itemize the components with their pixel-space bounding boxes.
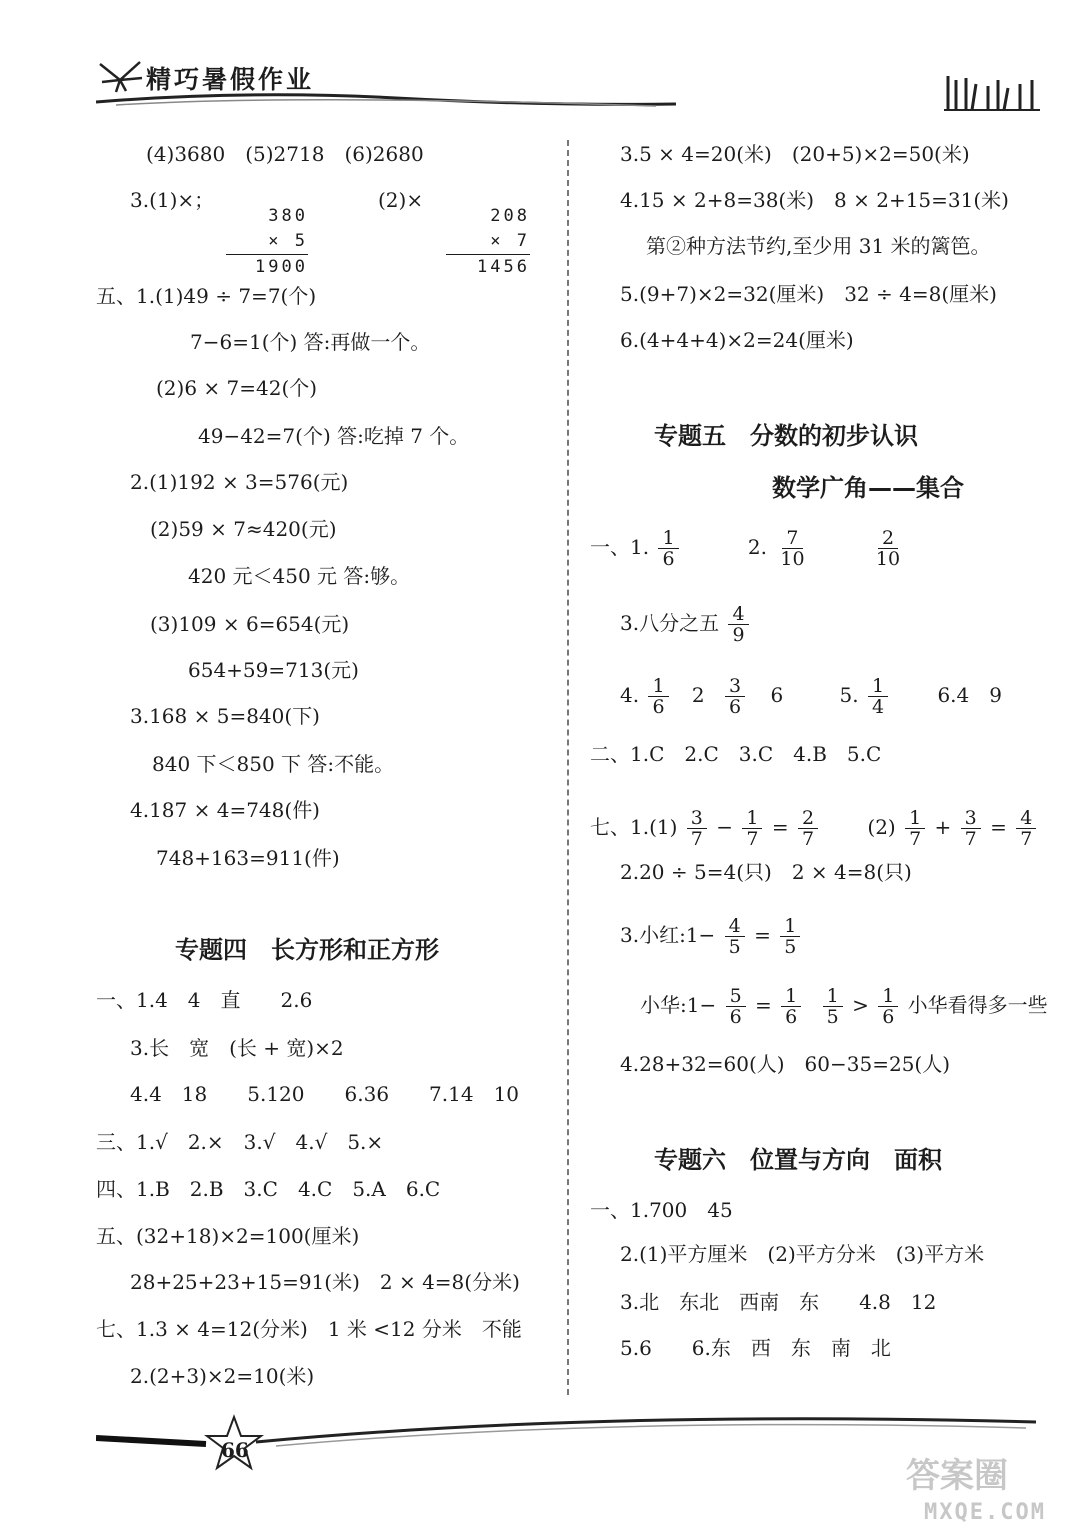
fraction-line-7d xyxy=(640,986,1048,1027)
numerator: 1 xyxy=(742,808,762,829)
right-line-s3: 3.北 东北 西南 东 4.8 12 xyxy=(620,1290,937,1314)
fraction xyxy=(1016,808,1036,849)
numerator: 3 xyxy=(961,808,981,829)
denominator: 7 xyxy=(964,828,977,850)
numerator: 7 xyxy=(782,528,802,549)
calc-2-result: 1456 xyxy=(446,254,530,280)
denominator: 5 xyxy=(784,936,797,958)
left-line-5: (2)6 × 7=42(个) xyxy=(156,376,318,400)
numerator: 1 xyxy=(878,986,898,1007)
right-line-s4: 5.6 6.东 西 东 南 北 xyxy=(620,1336,891,1360)
fraction xyxy=(742,808,762,849)
fraction xyxy=(905,808,925,849)
numerator: 4 xyxy=(725,916,745,937)
page-number: 66 xyxy=(221,1438,249,1462)
q7c-prefix: 3.小红:1− xyxy=(620,923,716,947)
q4-t3: 5. xyxy=(839,683,859,707)
numerator: 5 xyxy=(726,986,746,1007)
numerator: 3 xyxy=(725,676,745,697)
equals: = xyxy=(755,993,772,1017)
fraction xyxy=(868,676,888,717)
fraction xyxy=(658,528,678,569)
numerator: 4 xyxy=(728,604,748,625)
greater-than: > xyxy=(852,993,869,1017)
left-line-2b: (2)× xyxy=(378,188,424,212)
fraction xyxy=(687,808,707,849)
left-line-6: 49−42=7(个) 答:吃掉 7 个。 xyxy=(198,424,470,448)
column-divider xyxy=(567,140,569,1395)
numerator: 1 xyxy=(648,676,668,697)
q7d-tail: 小华看得多一些 xyxy=(907,993,1048,1017)
calc-1-result: 1900 xyxy=(226,254,308,280)
q1-mid: 2. xyxy=(747,535,767,559)
right-line-choice: 二、1.C 2.C 3.C 4.B 5.C xyxy=(590,742,882,766)
q4-t2: 6 xyxy=(770,683,784,707)
denominator: 7 xyxy=(801,828,815,850)
denominator: 5 xyxy=(728,936,741,958)
left-line-14: 4.187 × 4=748(件) xyxy=(130,798,320,822)
left-line-11: 654+59=713(元) xyxy=(188,658,359,682)
section-heading-4: 专题四 长方形和正方形 xyxy=(175,936,439,964)
q1-prefix: 一、1. xyxy=(590,535,650,559)
q7d-prefix: 小华:1− xyxy=(640,993,717,1017)
denominator: 9 xyxy=(732,624,745,646)
fraction xyxy=(872,528,904,569)
q4-prefix: 4. xyxy=(620,683,640,707)
numerator: 1 xyxy=(781,986,801,1007)
fraction xyxy=(823,986,843,1027)
fraction xyxy=(780,916,800,957)
left-line-18: 4.4 18 5.120 6.36 7.14 10 xyxy=(130,1082,520,1106)
calc-2-top: 208 xyxy=(490,206,530,226)
denominator: 6 xyxy=(785,1006,798,1028)
equals: = xyxy=(771,815,789,839)
fraction xyxy=(961,808,981,849)
left-line-10: (3)109 × 6=654(元) xyxy=(150,612,350,636)
numerator: 3 xyxy=(687,808,707,829)
right-line-7b: 2.20 ÷ 5=4(只) 2 × 4=8(只) xyxy=(620,860,912,884)
section-heading-5b: 数学广角——集合 xyxy=(772,474,964,502)
numerator: 2 xyxy=(798,808,818,829)
fraction xyxy=(781,986,801,1027)
operator: − xyxy=(716,815,733,839)
left-line-13: 840 下＜850 下 答:不能。 xyxy=(152,752,395,776)
fraction xyxy=(725,676,745,717)
left-line-22: 28+25+23+15=91(米) 2 × 4=8(分米) xyxy=(130,1270,520,1294)
denominator: 6 xyxy=(882,1006,895,1028)
watermark-logo: 答案圈 xyxy=(906,1456,1008,1496)
left-line-9: 420 元＜450 元 答:够。 xyxy=(188,564,411,588)
fraction-line-7a xyxy=(590,808,1039,849)
left-line-23: 七、1.3 × 4=12(分米) 1 米 <12 分米 不能 xyxy=(96,1317,522,1341)
left-line-21: 五、(32+18)×2=100(厘米) xyxy=(96,1224,360,1248)
left-line-2a: 3.(1)×； xyxy=(130,188,215,212)
left-line-7: 2.(1)192 × 3=576(元) xyxy=(130,470,349,494)
right-line-7e: 4.28+32=60(人) 60−35=25(人) xyxy=(620,1052,951,1076)
vertical-calc-2 xyxy=(446,204,530,280)
q7a-part2: (2) xyxy=(867,815,896,839)
left-line-1: (4)3680 (5)2718 (6)2680 xyxy=(146,142,424,166)
calc-2-mid: × 7 xyxy=(490,231,530,251)
fraction xyxy=(648,676,668,717)
left-line-4: 7−6=1(个) 答:再做一个。 xyxy=(190,330,431,354)
fraction xyxy=(726,986,746,1027)
right-line-5: 6.(4+4+4)×2=24(厘米) xyxy=(620,328,854,352)
section-heading-6: 专题六 位置与方向 面积 xyxy=(654,1146,942,1174)
fraction-line-1 xyxy=(590,528,907,569)
header-corner-decoration xyxy=(942,70,1042,114)
q7a-prefix: 七、1.(1) xyxy=(590,815,678,839)
numerator: 2 xyxy=(878,528,898,549)
fraction xyxy=(878,986,898,1027)
section-heading-5a: 专题五 分数的初步认识 xyxy=(654,422,918,450)
numerator: 1 xyxy=(658,528,678,549)
denominator: 10 xyxy=(875,548,901,570)
denominator: 7 xyxy=(746,828,759,850)
fraction-line-3 xyxy=(620,604,752,645)
denominator: 6 xyxy=(662,548,675,570)
left-line-24: 2.(2+3)×2=10(米) xyxy=(130,1364,315,1388)
header-title: 精巧暑假作业 xyxy=(146,65,315,94)
right-line-4: 5.(9+7)×2=32(厘米) 32 ÷ 4=8(厘米) xyxy=(620,282,997,306)
right-line-3: 第②种方法节约,至少用 31 米的篱笆。 xyxy=(646,234,991,258)
denominator: 7 xyxy=(690,828,703,850)
left-line-19: 三、1.√ 2.× 3.√ 4.√ 5.× xyxy=(96,1130,384,1154)
fraction xyxy=(798,808,818,849)
left-line-15: 748+163=911(件) xyxy=(156,846,340,870)
fraction xyxy=(728,604,748,645)
left-line-17: 3.长 宽 (长 + 宽)×2 xyxy=(130,1036,344,1060)
denominator: 6 xyxy=(729,1006,742,1028)
left-line-8: (2)59 × 7≈420(元) xyxy=(150,517,337,541)
equals: = xyxy=(754,923,771,947)
q3-prefix: 3.八分之五 xyxy=(620,611,720,635)
header-rule xyxy=(96,88,676,108)
denominator: 6 xyxy=(729,696,742,718)
watermark-url: MXQE.COM xyxy=(924,1500,1046,1525)
denominator: 7 xyxy=(1020,828,1033,850)
operator: + xyxy=(934,815,952,839)
fraction xyxy=(776,528,808,569)
denominator: 10 xyxy=(780,548,805,570)
numerator: 1 xyxy=(905,808,925,829)
q4-t1: 2 xyxy=(691,683,705,707)
right-line-s2: 2.(1)平方厘米 (2)平方分米 (3)平方米 xyxy=(620,1242,985,1266)
right-line-s1: 一、1.700 45 xyxy=(590,1198,733,1222)
left-line-3: 五、1.(1)49 ÷ 7=7(个) xyxy=(96,284,317,308)
fraction-line-7c xyxy=(620,916,803,957)
fraction-line-4 xyxy=(620,676,1002,717)
numerator: 1 xyxy=(823,986,843,1007)
left-line-16: 一、1.4 4 直 2.6 xyxy=(96,988,313,1012)
equals: = xyxy=(990,815,1007,839)
denominator: 5 xyxy=(826,1006,839,1028)
fraction xyxy=(725,916,745,957)
calc-1-top: 380 xyxy=(268,206,308,226)
q4-t4: 6.4 9 xyxy=(937,683,1002,707)
vertical-calc-1 xyxy=(226,204,308,280)
denominator: 7 xyxy=(909,828,922,850)
right-line-1: 3.5 × 4=20(米) (20+5)×2=50(米) xyxy=(620,142,970,166)
numerator: 4 xyxy=(1016,808,1036,829)
denominator: 6 xyxy=(652,696,665,718)
calc-1-mid: × 5 xyxy=(268,231,308,251)
left-line-12: 3.168 × 5=840(下) xyxy=(130,704,320,728)
right-line-2: 4.15 × 2+8=38(米) 8 × 2+15=31(米) xyxy=(620,188,1009,212)
denominator: 4 xyxy=(872,696,885,718)
numerator: 1 xyxy=(780,916,800,937)
left-line-20: 四、1.B 2.B 3.C 4.C 5.A 6.C xyxy=(96,1177,441,1201)
numerator: 1 xyxy=(868,676,888,697)
